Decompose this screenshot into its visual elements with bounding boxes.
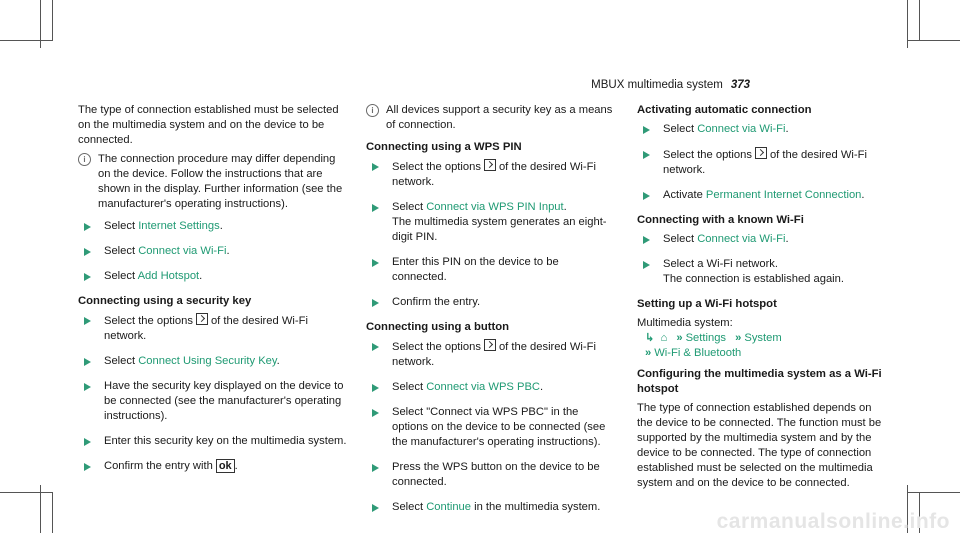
section-heading: Connecting using a security key <box>78 295 252 307</box>
step-arrow-icon <box>84 273 91 281</box>
menu-path <box>637 346 887 361</box>
step-text: . <box>234 460 238 472</box>
step <box>366 405 614 450</box>
menu-link-connect-via-wps-pbc[interactable]: Connect via WPS PBC <box>426 381 540 393</box>
step <box>78 269 350 284</box>
step-text: . <box>540 381 544 393</box>
options-chevron-icon <box>196 313 208 325</box>
menu-link-add-hotspot[interactable]: Add Hotspot <box>137 270 200 282</box>
step <box>78 354 350 369</box>
step <box>366 460 614 490</box>
step-arrow-icon <box>84 438 91 446</box>
step-text: . <box>276 355 280 367</box>
step-text: Select the options <box>392 341 481 353</box>
step-text: . <box>861 189 865 201</box>
step-text: Select <box>104 220 139 232</box>
section-heading: Connecting with a known Wi-Fi <box>637 214 804 226</box>
step-text: Select <box>104 270 138 282</box>
menu-link-internet-settings[interactable]: Internet Settings <box>138 220 220 232</box>
step-text: Select the options <box>392 161 481 173</box>
step-text: Confirm the entry. <box>392 296 481 308</box>
ok-button-icon: ok <box>216 459 235 473</box>
step-text: Activate <box>663 189 706 201</box>
section-heading: Connecting using a WPS PIN <box>366 141 522 153</box>
column-2 <box>366 103 614 525</box>
return-arrow-icon: ↳ <box>645 332 655 344</box>
step-arrow-icon <box>643 151 650 159</box>
watermark: carmanualsonline.info <box>716 510 950 533</box>
step <box>637 188 887 203</box>
column-1 <box>78 103 350 484</box>
step-arrow-icon <box>372 504 379 512</box>
step-text: . <box>563 201 567 213</box>
crop-mark <box>907 40 960 41</box>
crop-mark <box>0 40 53 41</box>
info-icon: i <box>366 104 379 117</box>
step-arrow-icon <box>84 223 91 231</box>
double-chevron-icon: » <box>645 347 652 359</box>
step-arrow-icon <box>372 204 379 212</box>
step-arrow-icon <box>84 463 91 471</box>
step-text: Select "Connect via WPS PBC" in the options on the device to be connected (see the manufacturer's operating instructions). <box>392 406 606 448</box>
intro-paragraph: The type of connection established must be selected on the multimedia system and on the device to be connected. <box>78 104 339 146</box>
step <box>366 159 614 190</box>
step-arrow-icon <box>372 299 379 307</box>
step-text: . <box>226 245 230 257</box>
step <box>78 219 350 234</box>
section-heading: Connecting using a button <box>366 321 510 333</box>
crop-mark <box>907 492 960 493</box>
step <box>78 313 350 344</box>
double-chevron-icon: » <box>735 332 742 344</box>
step-text: of the desired Wi-Fi network. <box>392 341 596 368</box>
step-arrow-icon <box>372 163 379 171</box>
note-text: The connection procedure may differ depending on the device. Follow the instructions that are shown in the display. Further information (see the manufacturer's operating instructions). <box>98 153 343 210</box>
step <box>366 380 614 395</box>
step-text: of the desired Wi-Fi network. <box>392 161 596 188</box>
step-arrow-icon <box>84 358 91 366</box>
step-text: Select <box>663 233 698 245</box>
options-chevron-icon <box>755 147 767 159</box>
note-text: All devices support a security key as a means of connection. <box>386 104 613 131</box>
step-arrow-icon <box>84 248 91 256</box>
step-text: Select a Wi-Fi network. <box>663 258 779 270</box>
menu-link-connect-via-wifi[interactable]: Connect via Wi-Fi <box>138 245 227 257</box>
step-arrow-icon <box>372 384 379 392</box>
step-text: Select <box>104 245 139 257</box>
step-text: of the desired Wi-Fi network. <box>663 149 867 176</box>
crop-mark <box>0 492 53 493</box>
step <box>78 244 350 259</box>
step-arrow-icon <box>643 236 650 244</box>
menu-path-label: Multimedia system: <box>637 317 733 329</box>
step-text: . <box>199 270 203 282</box>
menu-link-settings[interactable]: Settings <box>685 332 727 344</box>
step-result-text: The connection is established again. <box>663 273 844 285</box>
crop-mark <box>52 0 53 40</box>
info-note <box>78 152 350 212</box>
step-text: Enter this PIN on the device to be connected. <box>392 256 559 283</box>
info-icon: i <box>78 153 91 166</box>
step <box>366 339 614 370</box>
menu-link-permanent-internet-connection[interactable]: Permanent Internet Connection <box>705 189 862 201</box>
menu-path <box>637 331 887 346</box>
options-chevron-icon <box>484 339 496 351</box>
step-text: Select <box>392 501 427 513</box>
home-icon[interactable]: ⌂ <box>660 332 668 344</box>
body-paragraph: The type of connection established depends on the device to be connected. The function must be supported by the multimedia system and by the device to be connected. The type of connection established must be selected on the multimedia system and on the device to be connected. <box>637 402 882 489</box>
step-arrow-icon <box>372 259 379 267</box>
menu-link-connect-via-wps-pin[interactable]: Connect via WPS PIN Input <box>426 201 564 213</box>
step <box>637 257 887 287</box>
step-text: . <box>785 233 789 245</box>
step <box>78 379 350 424</box>
step-text: Select <box>663 123 698 135</box>
step-text: Confirm the entry with <box>104 460 213 472</box>
step-arrow-icon <box>84 317 91 325</box>
menu-link-wifi-bluetooth[interactable]: Wi-Fi & Bluetooth <box>654 347 742 359</box>
step-text: Select <box>104 355 139 367</box>
step-text: Select the options <box>104 315 193 327</box>
step-text: Select the options <box>663 149 752 161</box>
page-number: 373 <box>730 79 750 91</box>
menu-link-connect-using-security-key[interactable]: Connect Using Security Key <box>138 355 277 367</box>
step-text: Enter this security key on the multimedia system. <box>104 435 347 447</box>
menu-link-connect-via-wifi[interactable]: Connect via Wi-Fi <box>697 233 786 245</box>
options-chevron-icon <box>484 159 496 171</box>
info-note <box>366 103 614 133</box>
step <box>366 255 614 285</box>
crop-mark <box>919 0 920 40</box>
step-text: Have the security key displayed on the device to be connected (see the manufacturer's operating instructions). <box>104 380 344 422</box>
step-arrow-icon <box>643 192 650 200</box>
crop-mark <box>52 492 53 533</box>
step-arrow-icon <box>372 464 379 472</box>
step <box>78 459 350 474</box>
step <box>637 232 887 247</box>
menu-link-continue[interactable]: Continue <box>426 501 471 513</box>
menu-link-connect-via-wifi[interactable]: Connect via Wi-Fi <box>697 123 786 135</box>
step-text: . <box>219 220 223 232</box>
column-3 <box>637 103 887 491</box>
step <box>366 295 614 310</box>
step-text: Select <box>392 201 427 213</box>
menu-link-system[interactable]: System <box>744 332 782 344</box>
step <box>366 200 614 245</box>
step-arrow-icon <box>643 126 650 134</box>
section-heading: Activating automatic connection <box>637 104 812 116</box>
step-arrow-icon <box>372 343 379 351</box>
step-arrow-icon <box>84 383 91 391</box>
step-text: of the desired Wi-Fi network. <box>104 315 308 342</box>
page-header <box>591 78 750 93</box>
step-arrow-icon <box>372 409 379 417</box>
step-text: . <box>785 123 789 135</box>
section-heading: Setting up a Wi-Fi hotspot <box>637 298 777 310</box>
step <box>78 434 350 449</box>
step-text: Press the WPS button on the device to be connected. <box>392 461 600 488</box>
step <box>637 122 887 137</box>
step-text: in the multimedia system. <box>471 501 601 513</box>
step-arrow-icon <box>643 261 650 269</box>
header-title: MBUX multimedia system <box>591 79 723 91</box>
step-result-text: The multimedia system generates an eight-digit PIN. <box>392 216 607 243</box>
step <box>637 147 887 178</box>
step <box>366 500 614 515</box>
double-chevron-icon: » <box>676 332 683 344</box>
section-heading: Configuring the multimedia system as a Wi-Fi hotspot <box>637 368 882 395</box>
step-text: Select <box>392 381 427 393</box>
